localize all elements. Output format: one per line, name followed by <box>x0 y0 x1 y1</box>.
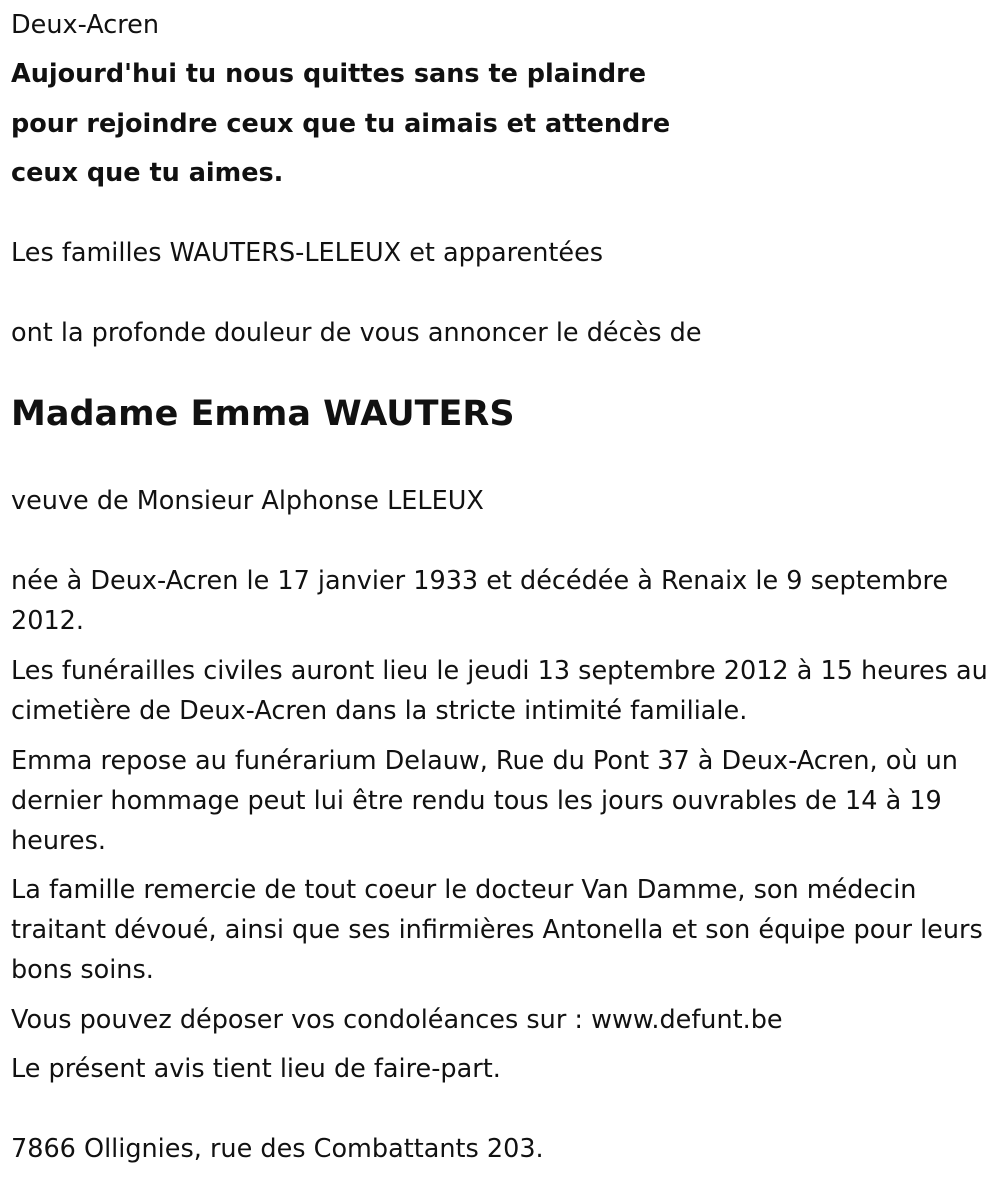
resting-paragraph: Emma repose au funérarium Delauw, Rue du Pont 37 à Deux-Acren, où un dernier hommage peut lui être rendu tous les jours ouvrables de 14 à 19 heures. <box>11 746 958 856</box>
thanks-paragraph: La famille remercie de tout coeur le docteur Van Damme, son médecin traitant dévoué, ainsi que ses infirmières Antonella et son équipe pour leurs bons soins. <box>11 875 983 985</box>
funeral-paragraph: Les funérailles civiles auront lieu le jeudi 13 septembre 2012 à 15 heures au cimetière de Deux-Acren dans la stricte intimité familiale. <box>11 656 988 726</box>
poem-line-1: Aujourd'hui tu nous quittes sans te plaindre <box>11 59 647 89</box>
poem-line-3: ceux que tu aimes. <box>11 158 284 188</box>
widow-of-line: veuve de Monsieur Alphonse LELEUX <box>11 486 484 516</box>
families-line: Les familles WAUTERS-LELEUX et apparentées <box>11 238 604 268</box>
birth-death-paragraph: née à Deux-Acren le 17 janvier 1933 et décédée à Renaix le 9 septembre 2012. <box>11 566 949 636</box>
location-line: Deux-Acren <box>11 10 160 40</box>
address-line: 7866 Ollignies, rue des Combattants 203. <box>11 1134 544 1164</box>
condolences-line: Vous pouvez déposer vos condoléances sur : www.defunt.be <box>11 1005 783 1035</box>
announcement-line: ont la profonde douleur de vous annoncer le décès de <box>11 318 702 348</box>
notice-note-line: Le présent avis tient lieu de faire-part. <box>11 1054 501 1084</box>
deceased-name: Madame Emma WAUTERS <box>11 394 515 434</box>
poem-line-2: pour rejoindre ceux que tu aimais et attendre <box>11 109 671 139</box>
